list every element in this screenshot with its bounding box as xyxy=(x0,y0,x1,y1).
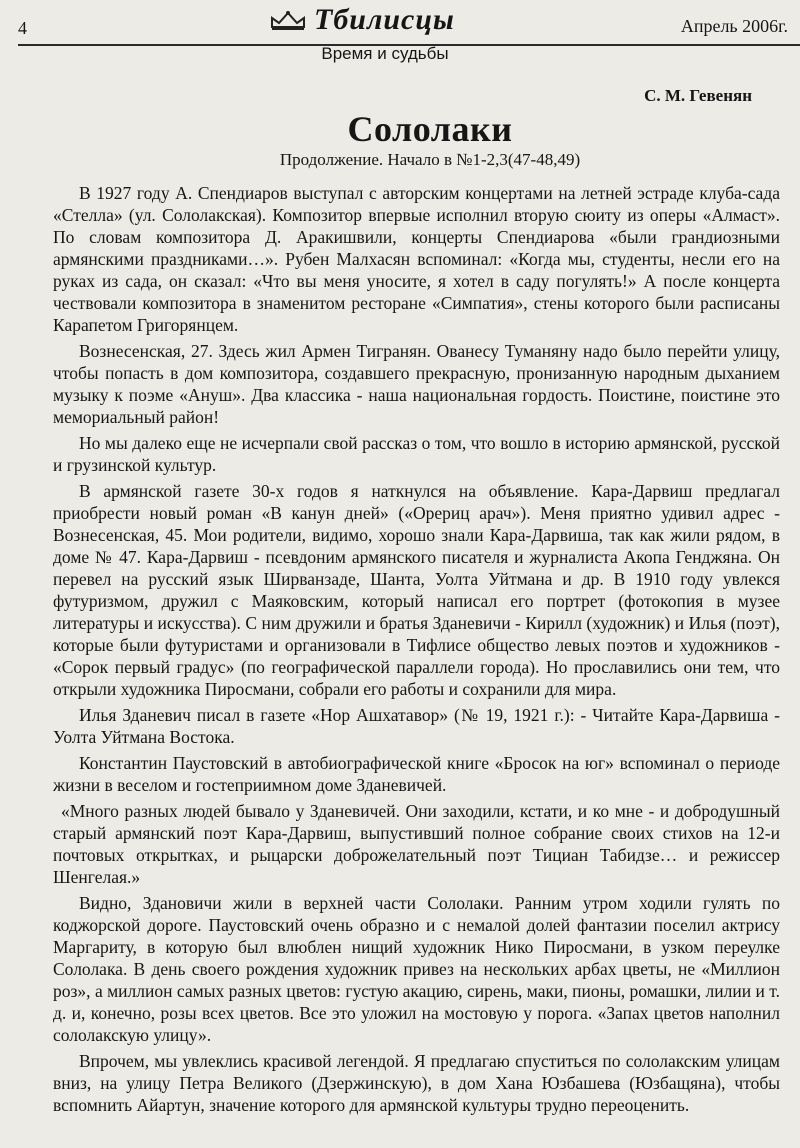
paragraph: Но мы далеко еще не исчерпали свой рассказ о том, что вошло в историю армянской, русской и грузинской культур. xyxy=(53,433,780,475)
continuation-note: Продолжение. Начало в №1-2,3(47-48,49) xyxy=(279,150,581,169)
article-title: Сололаки xyxy=(347,109,513,149)
paragraph: Константин Паустовский в автобиографической книге «Бросок на юг» вспоминал о периоде жизни в веселом и гостеприимном доме Зданевичей. xyxy=(53,753,780,795)
crown-icon xyxy=(268,9,308,31)
article-author: С. М. Гевенян xyxy=(644,86,752,105)
section-heading: Время и судьбы xyxy=(321,44,449,63)
article-body xyxy=(53,182,780,1120)
quote-paragraph: «Много разных людей бывало у Зданевичей. Они заходили, кстати, и ко мне - и добродушный старый армянский поэт Кара-Дарвиш, выпустивший полное собрание своих стихов на 12-и почтовых открытках, и рыцарски доброжелательный поэт Тициан Табидзе… и режиссер Шенгелая.» xyxy=(53,801,780,887)
paragraph: Впрочем, мы увлеклись красивой легендой. Я предлагаю спуститься по сололакским улицам вниз, на улицу Петра Великого (Дзержинскую), в дом Хана Юзбашева (Юзбащяна), чтобы вспомнить Айартун, значение которого для армянской культуры трудно переоценить. xyxy=(53,1051,780,1115)
issue-date: Апрель 2006г. xyxy=(680,16,788,36)
paragraph: В армянской газете 30-х годов я наткнулся на объявление. Кара-Дарвиш предлагал приобрести новый роман «В канун дней» («Орериц арач»). Меня приятно удивил адрес - Вознесенская, 45. Мои родители, видимо, хорошо знали Кара-Дарвиша, так как жили рядом, в доме № 47. Кара-Дарвиш - псевдоним армянского писателя и журналиста Акопа Генджяна. Он перевел на русский язык Ширванзаде, Шанта, Уолта Уйтмана и др. В 1910 году увлекся футуризмом, дружил с Маяковским, который написал его портрет (фотокопия в музее литературы и искусства). С ним дружили и братья Зданевичи - Кирилл (художник) и Илья (поэт), которые были футуристами и организовали в Тифлисе общество левых поэтов и художников - «Сорок первый градус» (по географической параллели города). Но прославились они тем, что открыли художника Пиросмани, собрали его работы и сохранили для мира. xyxy=(53,481,780,699)
masthead xyxy=(268,2,455,38)
paragraph: Вознесенская, 27. Здесь жил Армен Тигранян. Ованесу Туманяну надо было перейти улицу, чтобы попасть в дом композитора, создавшего прекрасную, пронизанную народным дыханием музыку к поэме «Ануш». Два классика - наша национальная гордость. Поистине, поистине это мемориальный район! xyxy=(53,341,780,427)
page-number: 4 xyxy=(18,18,27,38)
paragraph: В 1927 году А. Спендиаров выступал с авторским концертами на летней эстраде клуба-сада «Стелла» (ул. Сололакская). Композитор впервые исполнил вторую сюиту из оперы «Алмаст». По словам композитора Д. Аракишвили, концерты Спендиарова «были грандиозными армянскими праздниками…». Рубен Малхасян вспоминал: «Когда мы, студенты, несли его на руках из сада, он сказал: «Что вы меня уносите, я хотел в саду погулять!» А после концерта чествовали композитора в знаменитом ресторане «Симпатия», стены которого были расписаны Карапетом Григорянцем. xyxy=(53,183,780,335)
paragraph: Илья Зданевич писал в газете «Нор Ашхатавор» (№ 19, 1921 г.): - Читайте Кара-Дарвиша - Уолта Уйтмана Востока. xyxy=(53,705,780,747)
masthead-title: Тбилисцы xyxy=(314,3,455,36)
paragraph: Видно, Здановичи жили в верхней части Сололаки. Ранним утром ходили гулять по коджорской дороге. Паустовский очень образно и с немалой долей фантазии поселил актрису Маргариту, в которую был влюблен нищий художник Нико Пиросмани, в узком переулке Сололака. В день своего рождения художник привез на нескольких арбах цветы, не «Миллион роз», а миллион самых разных цветов: густую акацию, сирень, маки, пионы, ромашки, лилии и т. д. и, конечно, розы всех цветов. Все это уложил на мостовую у порога. «Запах цветов наполнил сололакскую улицу». xyxy=(53,893,780,1045)
